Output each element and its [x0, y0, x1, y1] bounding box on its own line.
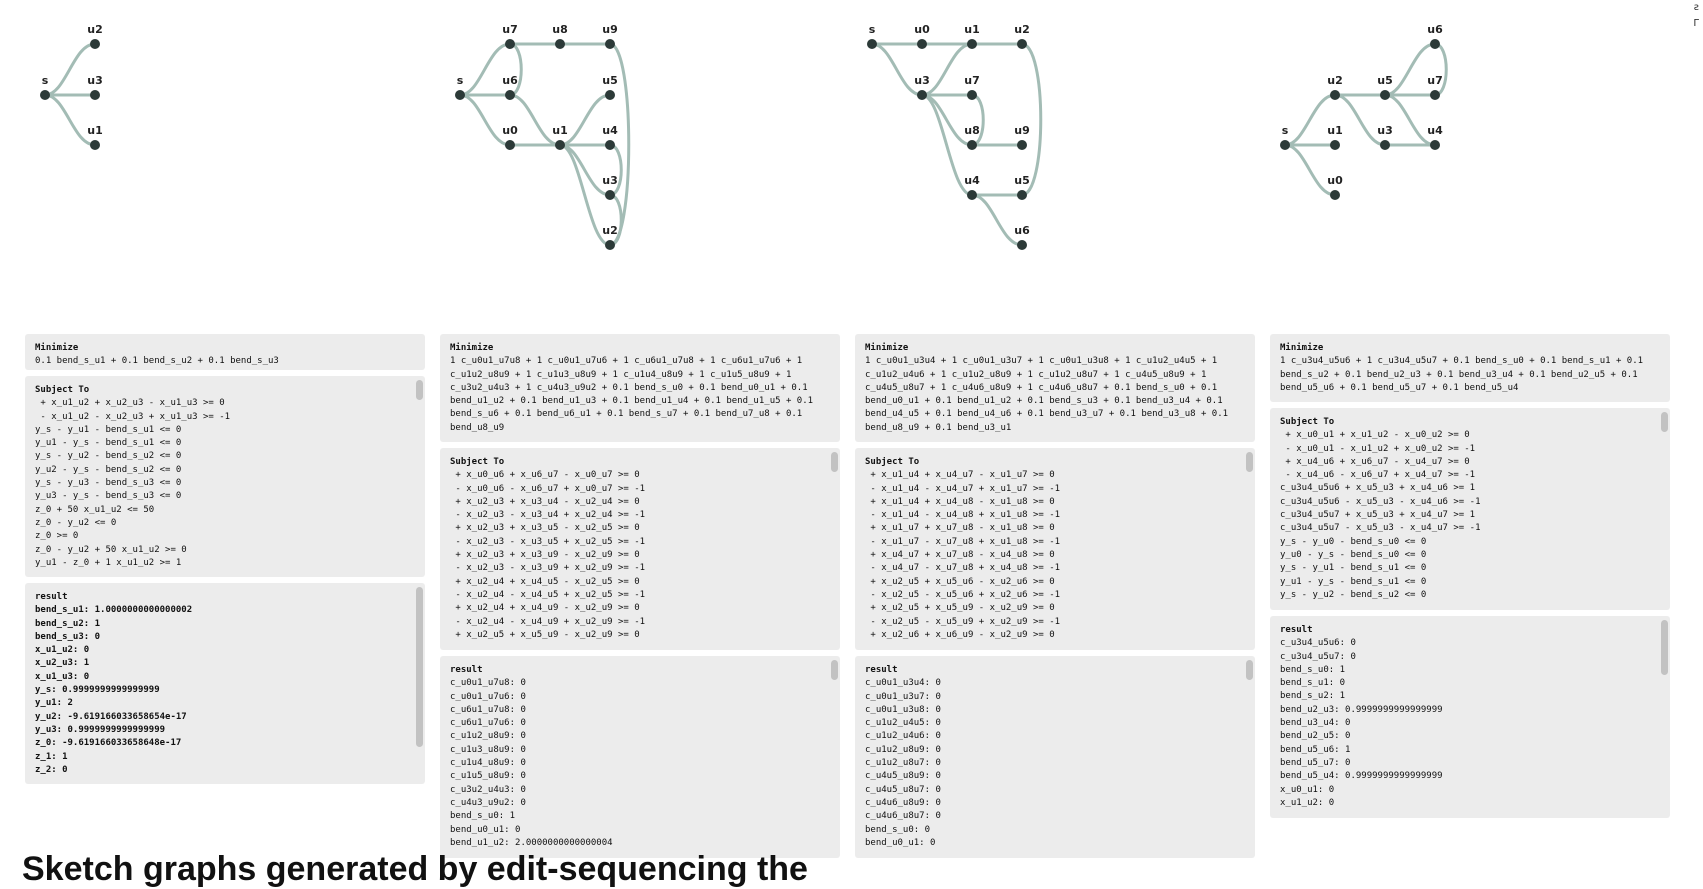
graph-node	[1280, 140, 1290, 150]
node-label: u2	[1327, 74, 1343, 87]
node-label: u5	[602, 74, 618, 87]
node-label: u8	[552, 23, 568, 36]
result-panel[interactable]	[855, 656, 1255, 858]
node-label: u8	[964, 124, 980, 137]
node-label: u6	[1014, 224, 1030, 237]
node-label: u7	[1427, 74, 1443, 87]
lp-column-3	[855, 334, 1255, 864]
node-label: u3	[87, 74, 103, 87]
result-text: c_u0u1_u7u8: 0 c_u0u1_u7u6: 0 c_u6u1_u7u8: 0 c_u6u1_u7u6: 0 c_u1u2_u8u9: 0 c_u1u3_u8u9: 0 c_u1u4_u8u9: 0 c_u1u5_u8u9: 0 c_u3u2_u4u3: 0 c_u4u3_u9u2: 0 bend_s_u0: 1 bend_u0_u1: 0 bend_u1_u2: 2.0000000000000004	[450, 678, 613, 848]
graph-node	[967, 190, 977, 200]
node-label: u9	[1014, 124, 1030, 137]
graph-node	[1330, 90, 1340, 100]
subject-to-panel[interactable]	[25, 376, 425, 577]
subject-to-heading: Subject To	[865, 457, 920, 467]
result-heading: result	[35, 592, 68, 602]
graph-node	[1380, 140, 1390, 150]
node-label: s	[1281, 124, 1289, 137]
result-text: bend_s_u1: 1.0000000000000002 bend_s_u2: 1 bend_s_u3: 0 x_u1_u2: 0 x_u2_u3: 1 x_u1_u3: 0 y_s: 0.9999999999999999 y_u1: 2 y_u2: -9.619166033658654e-17 y_u3: 0.9999999999999999 z_0: -9.619166033658648e-17 z_1: 1 z_2: 0	[35, 605, 193, 775]
graph-node	[1017, 240, 1027, 250]
node-label: u0	[502, 124, 518, 137]
graph-node	[967, 39, 977, 49]
minimize-panel	[855, 334, 1255, 442]
section-heading: Sketch graphs generated by edit-sequencing the	[22, 850, 808, 888]
graph-drawing-4	[1240, 0, 1540, 250]
graph-node	[605, 190, 615, 200]
result-heading: result	[865, 665, 898, 675]
scrollbar-thumb[interactable]	[1661, 620, 1668, 675]
graph-edges	[872, 44, 1041, 245]
result-panel[interactable]	[25, 583, 425, 784]
lp-column-1	[25, 334, 425, 790]
graph-nodes	[455, 23, 618, 250]
lp-column-2	[440, 334, 840, 864]
minimize-panel	[1270, 334, 1670, 402]
node-label: s	[456, 74, 464, 87]
graph-node	[90, 140, 100, 150]
node-label: s	[41, 74, 49, 87]
scrollbar-thumb[interactable]	[831, 660, 838, 680]
lp-column-4	[1270, 334, 1670, 824]
graph-node	[505, 90, 515, 100]
graph-node	[917, 90, 927, 100]
objective-text: 1 c_u3u4_u5u6 + 1 c_u3u4_u5u7 + 0.1 bend_s_u0 + 0.1 bend_s_u1 + 0.1 bend_s_u2 + 0.1 bend_u2_u3 + 0.1 bend_u3_u4 + 0.1 bend_u2_u5 + 0.1 bend_u5_u6 + 0.1 bend_u5_u7 + 0.1 bend_u5_u4	[1280, 356, 1644, 393]
subject-to-heading: Subject To	[35, 385, 90, 395]
graph-node	[605, 240, 615, 250]
node-label: u2	[1014, 23, 1030, 36]
graph-node	[1330, 190, 1340, 200]
result-heading: result	[450, 665, 483, 675]
node-label: u2	[602, 224, 618, 237]
node-label: u0	[1327, 174, 1343, 187]
graph-node	[455, 90, 465, 100]
node-label: u1	[1327, 124, 1343, 137]
minimize-heading: Minimize	[1280, 343, 1324, 353]
node-label: s	[868, 23, 876, 36]
node-label: u1	[552, 124, 568, 137]
minimize-panel	[25, 334, 425, 370]
graph-node	[1017, 140, 1027, 150]
node-label: u5	[1014, 174, 1030, 187]
graph-nodes	[40, 23, 103, 150]
node-label: u6	[502, 74, 518, 87]
graph-node	[967, 90, 977, 100]
subject-to-panel[interactable]	[440, 448, 840, 650]
constraints-text: + x_u0_u6 + x_u6_u7 - x_u0_u7 >= 0 - x_u0_u6 - x_u6_u7 + x_u0_u7 >= -1 + x_u2_u3 + x_u3_u4 - x_u2_u4 >= 0 - x_u2_u3 - x_u3_u4 + x_u2_u4 >= -1 + x_u2_u3 + x_u3_u5 - x_u2_u5 >= 0 - x_u2_u3 - x_u3_u5 + x_u2_u5 >= -1 + x_u2_u3 + x_u3_u9 - x_u2_u9 >= 0 - x_u2_u3 - x_u3_u9 + x_u2_u9 >= -1 + x_u2_u4 + x_u4_u5 - x_u2_u5 >= 0 - x_u2_u4 - x_u4_u5 + x_u2_u5 >= -1 + x_u2_u4 + x_u4_u9 - x_u2_u9 >= 0 - x_u2_u4 - x_u4_u9 + x_u2_u9 >= -1 + x_u2_u5 + x_u5_u9 - x_u2_u9 >= 0	[455, 470, 646, 640]
node-label: u4	[602, 124, 618, 137]
node-label: u3	[1377, 124, 1393, 137]
subject-to-heading: Subject To	[1280, 417, 1335, 427]
graph-node	[505, 140, 515, 150]
corner-glyph: Γ	[1693, 18, 1699, 29]
graph-node	[605, 90, 615, 100]
subject-to-panel[interactable]	[1270, 408, 1670, 610]
scrollbar-thumb[interactable]	[1661, 412, 1668, 432]
graph-edges	[1285, 44, 1446, 195]
graph-drawing-1	[0, 0, 440, 250]
result-panel[interactable]	[440, 656, 840, 858]
objective-text: 0.1 bend_s_u1 + 0.1 bend_s_u2 + 0.1 bend_s_u3	[35, 356, 279, 367]
graph-node	[1430, 90, 1440, 100]
scrollbar-thumb[interactable]	[831, 452, 838, 472]
minimize-heading: Minimize	[865, 343, 909, 353]
result-panel[interactable]	[1270, 616, 1670, 818]
scrollbar-thumb[interactable]	[1246, 452, 1253, 472]
graph-node	[555, 140, 565, 150]
graph-nodes	[867, 23, 1030, 250]
node-label: u9	[602, 23, 618, 36]
node-label: u1	[964, 23, 980, 36]
constraints-text: + x_u1_u2 + x_u2_u3 - x_u1_u3 >= 0 - x_u1_u2 - x_u2_u3 + x_u1_u3 >= -1 y_s - y_u1 - bend_s_u1 <= 0 y_u1 - y_s - bend_s_u1 <= 0 y_s - y_u2 - bend_s_u2 <= 0 y_u2 - y_s - bend_s_u2 <= 0 y_s - y_u3 - bend_s_u3 <= 0 y_u3 - y_s - bend_s_u3 <= 0 z_0 + 50 x_u1_u2 <= 50 z_0 - y_u2 <= 0 z_0 >= 0 z_0 - y_u2 + 50 x_u1_u2 >= 0 y_u1 - z_0 + 1 x_u1_u2 >= 1	[35, 398, 231, 568]
node-label: u4	[964, 174, 980, 187]
constraints-text: + x_u0_u1 + x_u1_u2 - x_u0_u2 >= 0 - x_u0_u1 - x_u1_u2 + x_u0_u2 >= -1 + x_u4_u6 + x_u6_u7 - x_u4_u7 >= 0 - x_u4_u6 - x_u6_u7 + x_u4_u7 >= -1 c_u3u4_u5u6 + x_u5_u3 + x_u4_u6 >= 1 c_u3u4_u5u6 - x_u5_u3 - x_u4_u6 >= -1 c_u3u4_u5u7 + x_u5_u3 + x_u4_u7 >= 1 c_u3u4_u5u7 - x_u5_u3 - x_u4_u7 >= -1 y_s - y_u0 - bend_s_u0 <= 0 y_u0 - y_s - bend_s_u0 <= 0 y_s - y_u1 - bend_s_u1 <= 0 y_u1 - y_s - bend_s_u1 <= 0 y_s - y_u2 - bend_s_u2 <= 0	[1280, 430, 1481, 600]
node-label: u5	[1377, 74, 1393, 87]
result-text: c_u3u4_u5u6: 0 c_u3u4_u5u7: 0 bend_s_u0: 1 bend_s_u1: 0 bend_s_u2: 1 bend_u2_u3: 0.9999999999999999 bend_u3_u4: 0 bend_u2_u5: 0 bend_u5_u6: 1 bend_u5_u7: 0 bend_u5_u4: 0.9999999999999999 x_u0_u1: 0 x_u1_u2: 0	[1280, 638, 1443, 808]
node-label: u3	[914, 74, 930, 87]
graph-node	[867, 39, 877, 49]
objective-text: 1 c_u0u1_u3u4 + 1 c_u0u1_u3u7 + 1 c_u0u1_u3u8 + 1 c_u1u2_u4u5 + 1 c_u1u2_u4u6 + 1 c_u1u2_u8u9 + 1 c_u1u2_u8u7 + 1 c_u4u5_u8u9 + 1 c_u4u5_u8u7 + 1 c_u4u6_u8u9 + 1 c_u4u6_u8u7 + 0.1 bend_s_u0 + 0.1 bend_u0_u1 + 0.1 bend_u1_u2 + 0.1 bend_s_u3 + 0.1 bend_u3_u4 + 0.1 bend_u4_u5 + 0.1 bend_u4_u6 + 0.1 bend_u3_u7 + 0.1 bend_u3_u8 + 0.1 bend_u8_u9 + 0.1 bend_u3_u1	[865, 356, 1229, 433]
objective-text: 1 c_u0u1_u7u8 + 1 c_u0u1_u7u6 + 1 c_u6u1_u7u8 + 1 c_u6u1_u7u6 + 1 c_u1u2_u8u9 + 1 c_u1u3_u8u9 + 1 c_u1u4_u8u9 + 1 c_u1u5_u8u9 + 1 c_u3u2_u4u3 + 1 c_u4u3_u9u2 + 0.1 bend_s_u0 + 0.1 bend_u0_u1 + 0.1 bend_u1_u2 + 0.1 bend_u1_u3 + 0.1 bend_u1_u4 + 0.1 bend_u1_u5 + 0.1 bend_s_u6 + 0.1 bend_u6_u1 + 0.1 bend_s_u7 + 0.1 bend_u7_u8 + 0.1 bend_u8_u9	[450, 356, 814, 433]
minimize-heading: Minimize	[450, 343, 494, 353]
result-text: c_u0u1_u3u4: 0 c_u0u1_u3u7: 0 c_u0u1_u3u8: 0 c_u1u2_u4u5: 0 c_u1u2_u4u6: 0 c_u1u2_u8u9: 0 c_u1u2_u8u7: 0 c_u4u5_u8u9: 0 c_u4u5_u8u7: 0 c_u4u6_u8u9: 0 c_u4u6_u8u7: 0 bend_s_u0: 0 bend_u0_u1: 0	[865, 678, 941, 848]
node-label: u1	[87, 124, 103, 137]
graph-drawing-2	[415, 0, 715, 260]
scrollbar-thumb[interactable]	[1246, 660, 1253, 680]
node-label: u2	[87, 23, 103, 36]
minimize-panel	[440, 334, 840, 442]
subject-to-panel[interactable]	[855, 448, 1255, 650]
node-label: u6	[1427, 23, 1443, 36]
graph-node	[605, 140, 615, 150]
node-label: u7	[502, 23, 518, 36]
node-label: u3	[602, 174, 618, 187]
graph-nodes	[1280, 23, 1443, 200]
graph-node	[90, 90, 100, 100]
graph-node	[1430, 39, 1440, 49]
graph-node	[917, 39, 927, 49]
graph-node	[1017, 190, 1027, 200]
constraints-text: + x_u1_u4 + x_u4_u7 - x_u1_u7 >= 0 - x_u1_u4 - x_u4_u7 + x_u1_u7 >= -1 + x_u1_u4 + x_u4_u8 - x_u1_u8 >= 0 - x_u1_u4 - x_u4_u8 + x_u1_u8 >= -1 + x_u1_u7 + x_u7_u8 - x_u1_u8 >= 0 - x_u1_u7 - x_u7_u8 + x_u1_u8 >= -1 + x_u4_u7 + x_u7_u8 - x_u4_u8 >= 0 - x_u4_u7 - x_u7_u8 + x_u4_u8 >= -1 + x_u2_u5 + x_u5_u6 - x_u2_u6 >= 0 - x_u2_u5 - x_u5_u6 + x_u2_u6 >= -1 + x_u2_u5 + x_u5_u9 - x_u2_u9 >= 0 - x_u2_u5 - x_u5_u9 + x_u2_u9 >= -1 + x_u2_u6 + x_u6_u9 - x_u2_u9 >= 0	[870, 470, 1061, 640]
graph-node	[90, 39, 100, 49]
graph-node	[505, 39, 515, 49]
graph-node	[967, 140, 977, 150]
graph-node	[605, 39, 615, 49]
graph-node	[1380, 90, 1390, 100]
scrollbar-thumb[interactable]	[416, 587, 423, 747]
graph-node	[1430, 140, 1440, 150]
graph-node	[40, 90, 50, 100]
minimize-heading: Minimize	[35, 343, 79, 353]
subject-to-heading: Subject To	[450, 457, 505, 467]
graph-node	[555, 39, 565, 49]
graph-drawing-3	[827, 0, 1127, 260]
node-label: u0	[914, 23, 930, 36]
result-heading: result	[1280, 625, 1313, 635]
scrollbar-thumb[interactable]	[416, 380, 423, 400]
graph-node	[1017, 39, 1027, 49]
node-label: u4	[1427, 124, 1443, 137]
corner-glyph: ƨ	[1693, 2, 1699, 13]
node-label: u7	[964, 74, 980, 87]
graph-node	[1330, 140, 1340, 150]
